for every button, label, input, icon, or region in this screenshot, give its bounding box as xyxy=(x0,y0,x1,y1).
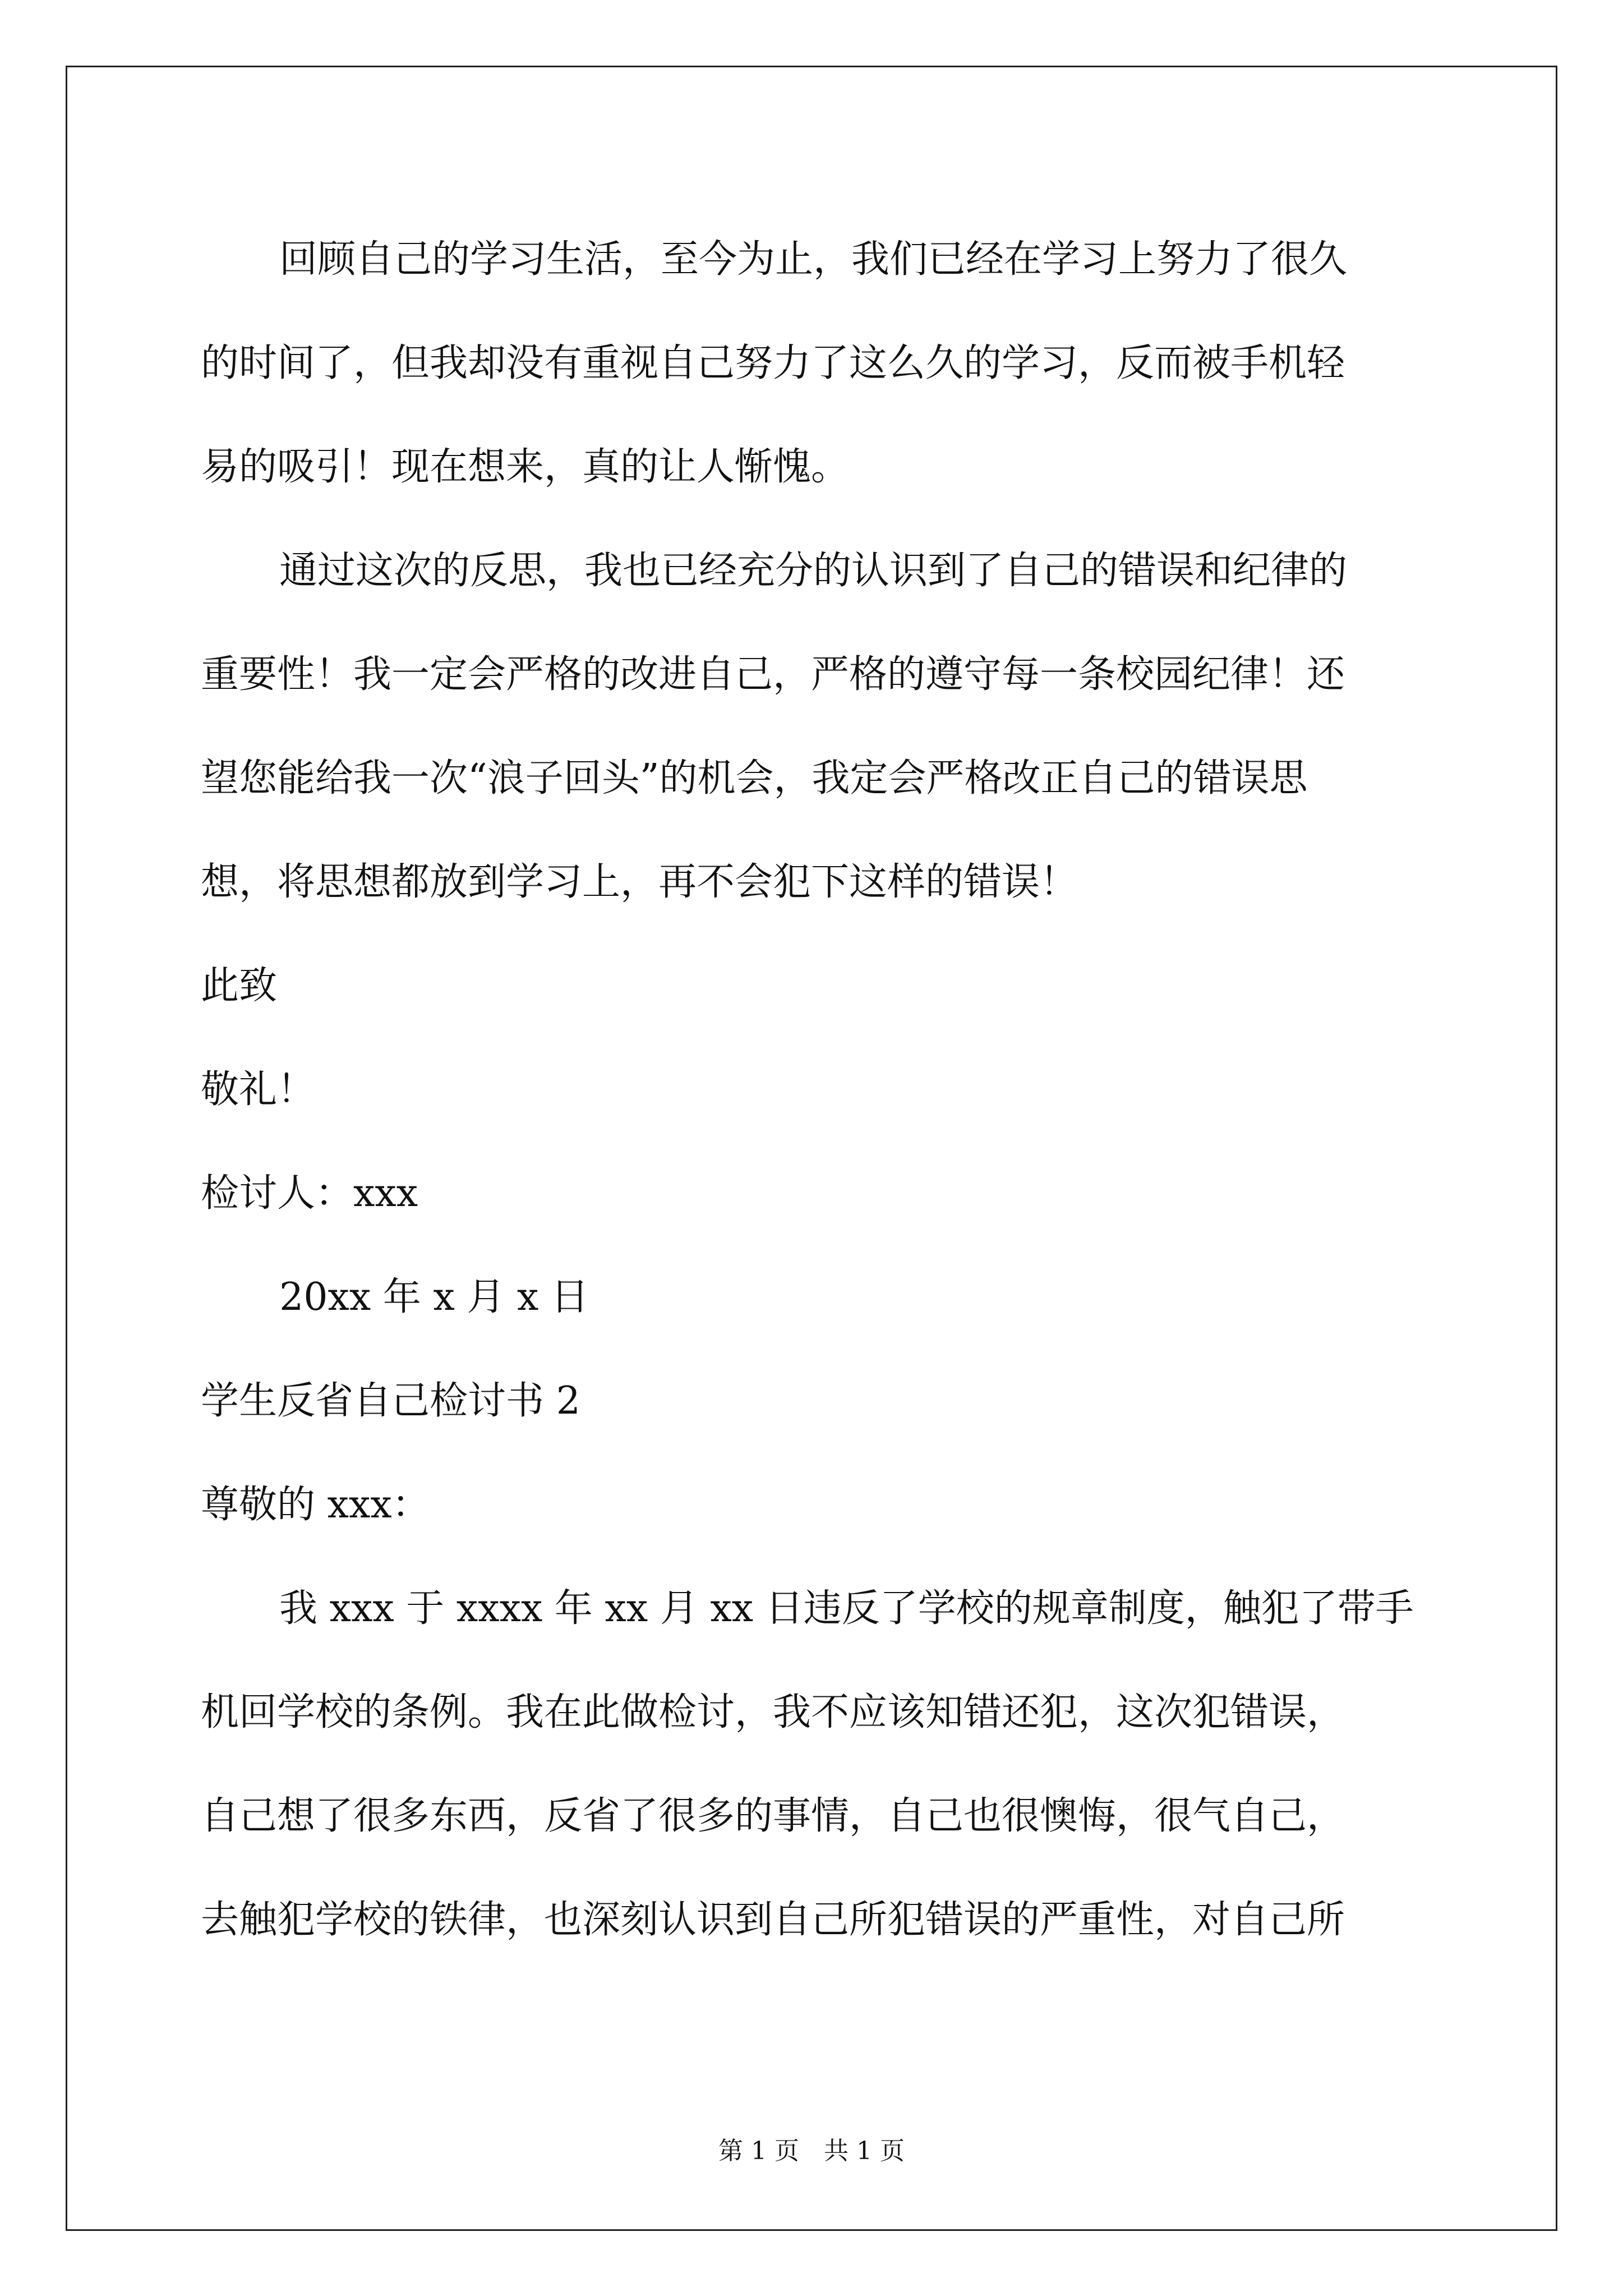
text-line: 想，将思想都放到学习上，再不会犯下这样的错误！ xyxy=(201,860,1078,904)
closing-line-1: 此致 xyxy=(201,964,278,1008)
section-title: 学生反省自己检讨书 2 xyxy=(201,1379,580,1423)
document-body xyxy=(201,208,1427,1972)
page-number-footer: 第 1 页 共 1 页 xyxy=(718,2137,905,2165)
signature: 检讨人：xxx xyxy=(201,1171,418,1216)
text-line: 去触犯学校的铁律，也深刻认识到自己所犯错误的严重性，对自己所 xyxy=(201,1898,1345,1942)
text-line: 我 xxx 于 xxxx 年 xx 月 xx 日违反了学校的规章制度，触犯了带手 xyxy=(279,1586,1414,1631)
paragraph-3 xyxy=(201,1557,1427,1972)
paragraph-2 xyxy=(201,519,1427,934)
text-line: 望您能给我一次“浪子回头”的机会，我定会严格改正自己的错误思 xyxy=(201,756,1308,800)
text-line: 通过这次的反思，我也已经充分的认识到了自己的错误和纪律的 xyxy=(279,549,1348,593)
text-line: 回顾自己的学习生活，至今为止，我们已经在学习上努力了很久 xyxy=(279,237,1348,282)
text-line: 重要性！我一定会严格的改进自己，严格的遵守每一条校园纪律！还 xyxy=(201,652,1345,697)
text-line: 的时间了，但我却没有重视自己努力了这么久的学习，反而被手机轻 xyxy=(201,341,1345,385)
text-line: 自己想了很多东西，反省了很多的事情，自己也很懊悔，很气自己， xyxy=(201,1794,1345,1838)
text-line: 机回学校的条例。我在此做检讨，我不应该知错还犯，这次犯错误， xyxy=(201,1690,1345,1734)
paragraph-1 xyxy=(201,208,1427,519)
closing-line-2: 敬礼！ xyxy=(201,1068,316,1112)
salutation: 尊敬的 xxx： xyxy=(201,1483,430,1527)
date: 20xx 年 x 月 x 日 xyxy=(279,1275,589,1319)
text-line: 易的吸引！现在想来，真的让人惭愧。 xyxy=(201,445,850,489)
